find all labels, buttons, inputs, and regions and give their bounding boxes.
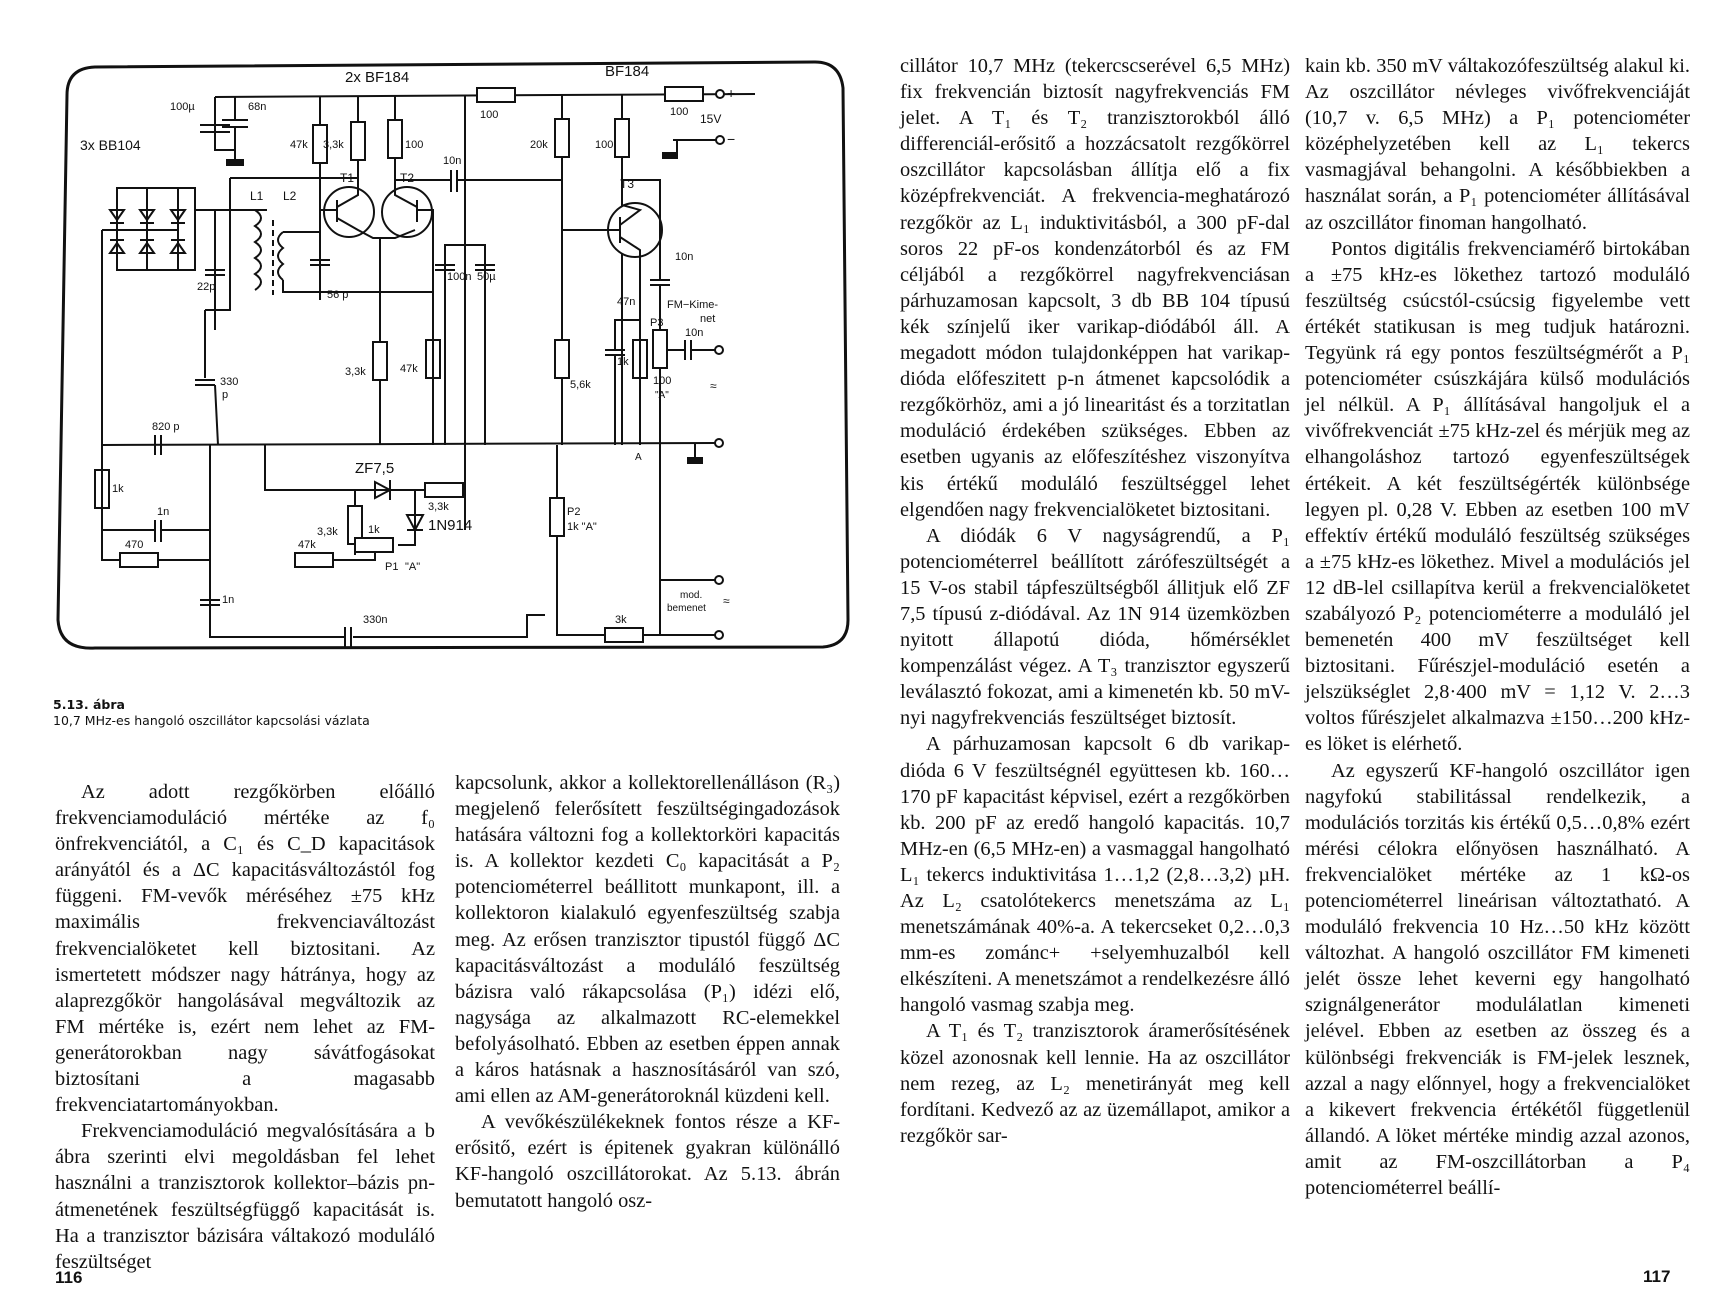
label-bf184: BF184: [605, 63, 650, 80]
inductor-l1: [255, 210, 261, 290]
label-10n-coupling: 10n: [443, 155, 462, 167]
paragraph: kain kb. 350 mV váltakozófeszültség alakul ki. Az oszcillátor névleges vivőfrekvenciáját (10,7 v. 6,5 MHz) a P₁ potenciométer középhelyzetében kell az L₁ tekercs vasmagjával behangolni. A későbbiekben a használat során, a P₁ potenciométer állításával az oszcillátor finoman hangolható.: [1305, 55, 1690, 234]
paragraph: kapcsolunk, akkor a kollektorellenálláson (R₃) megjelenő felerősített feszültségingadozások hatására változni fog a kollektorköri kapacitás is. A kollektor kezdeti C₀ kapacitását a P₂ potenciométerrel beállitott munkapont, ill. a kollektoron kialakuló egyenfeszültség szabja meg. Az erősen tranzisztor tipustól függő ΔC kapacitásváltozást a moduláló feszültség bázisra való rákapcsolása (P₁) idézi elő, nagysága az alkalmazott RC-elemekkel befolyásolható. Ebben az esetben éppen annak a káros hatásnak a hasznosításáról van szó, ami ellen az AM-generátoroknál küzdeni kell.: [455, 772, 840, 1108]
figure-caption: [53, 697, 370, 729]
label-t1: T1: [340, 171, 355, 185]
resistor-470: [120, 553, 158, 567]
caption-text: 10,7 MHz-es hangoló oszcillátor kapcsolási vázlata: [53, 713, 370, 728]
label-1n-v: 1n: [222, 594, 235, 606]
label-1n914: 1N914: [428, 517, 473, 534]
label-p1-value: 1k: [368, 524, 380, 536]
label-fm-out-1: FM−Kime-: [667, 299, 719, 311]
label-100u: 100µ: [170, 101, 195, 113]
paragraph: A T₁ és T₂ tranzisztorok áramerősítésének közel azonosnak kell lennie. Ha az oszcillátor nem rezeg, az L₂ menetirányát meg kell fordítani. Kedvező az az üzemállapot, amikor a rezgőkör sar-: [900, 1020, 1290, 1147]
label-p2: P2: [567, 506, 581, 518]
label-470: 470: [125, 539, 144, 551]
transistor-t2: [382, 187, 432, 237]
label-fm-out-2: net: [700, 313, 716, 325]
label-56p: 56 p: [327, 289, 349, 301]
page-number-left: 116: [55, 1268, 83, 1287]
paragraph: cillátor 10,7 MHz (tekercscserével 6,5 MHz) fix frekvencián biztosít nagyfrekvenciás FM jelet. A T₁ és T₂ tranzisztorokból álló differenciál-erősitő a hozzácsatolt rezgőkörrel oszcillátor kapcsolásban állítja elő a fix középfrekvenciát. A frekvencia-meghatározó rezgőkör az L₁ induktivitásból, a 300 pF-dal soros 22 pF-os kondenzátorból és az FM céljából a rezgőkörrel nagyfrekvenciásan párhuzamosan kapcsolt, 3 db BB 104 típusú kék színjelű iker varikap-diódából áll. A megadott módon tulajdonképpen hat varikap-dióda előfeszitett p-n átmenet kapcsolódik a rezgőkörhöz, ami a jó linearitást és a torzitatlan moduláció érdekében szükséges. Ebben az esetben ugyanis az előfeszítéshez viszonyítva kis értékű moduláló feszültséggel lehet elgendően nagy frekvencialöketet biztositani.: [900, 55, 1290, 521]
page-number-right: 117: [1643, 1267, 1671, 1286]
potentiometer-p3: [653, 330, 667, 368]
resistor-5k6: [555, 340, 569, 378]
label-22p: 22p: [197, 281, 216, 293]
text-column-4: [1305, 53, 1690, 1201]
circuit-schematic: [55, 60, 850, 685]
potentiometer-p2: [550, 498, 564, 536]
resistor-3k3-zener: [425, 483, 463, 497]
label-1n-h: 1n: [157, 506, 170, 518]
label-100n: 100n: [447, 271, 472, 283]
label-mod-in-1: mod.: [680, 590, 703, 601]
label-p3: P3: [650, 317, 664, 329]
label-plus: +: [727, 85, 736, 101]
resistor-3k3-top: [351, 122, 365, 160]
label-p3-taper: "A": [655, 390, 669, 401]
resistor-100-series: [477, 88, 515, 102]
ground-rail: [102, 443, 715, 445]
resistor-20k: [555, 119, 569, 157]
label-20k: 20k: [530, 139, 548, 151]
text-column-2: [455, 770, 840, 1214]
label-1k-emitter: 1k: [617, 356, 629, 368]
label-3k3-zener: 3,3k: [428, 501, 449, 513]
label-2xbf184: 2x BF184: [345, 69, 410, 86]
resistor-3k: [605, 628, 643, 642]
label-50u: 50µ: [477, 271, 496, 283]
label-10n-p3: 10n: [685, 327, 704, 339]
label-p3-value: 100: [653, 375, 672, 387]
resistor-100-supply: [665, 87, 703, 101]
paragraph: A vevőkészülékeknek fontos része a KF-erősitő, ezért is épitenek gyakran különálló KF-hangoló oszcillátorokat. Az 5.13. ábrán bemutatott hangoló osz-: [455, 1111, 840, 1212]
paragraph: A diódák 6 V nagyságrendű, a P₁ potenciométerrel beállított zárófeszültségét a 15 V-os stabil tápfeszültségből állitjuk elő ZF 7,5 típusú z-diódával. Az 1N 914 üzemközben nyitott állapotú dióda, hőmérséklet kompenzálást végez. A T₃ tranzisztor egyszerű leválasztó fokozat, ami a kimenetén kb. 50 mV-nyi nagyfrekvenciás feszültséget biztosít.: [900, 524, 1290, 730]
terminal-minus: [716, 136, 724, 144]
label-100-supply: 100: [670, 106, 689, 118]
label-node-a: A: [635, 452, 642, 463]
paragraph: A párhuzamosan kapcsolt 6 db varikap-dióda 6 V feszültségnél együttesen kb. 160…170 pF kapacitást képvisel, ezért a rezgőkörben kb. 200 pF az eredő hangoló kapacitás. 10,7 MHz-en (6,5 MHz-en) a vasmaggal hangolható L₁ tekercs induktivitása 1…1,2 (2,8…3,2) µH. Az L₂ csatolótekercs menetszáma az L₁ menetszámának 40%-a. A tekercseket 0,2…0,3 mm-es zománc+ +selyemhuzalból kell elkészíteni. A menetszámot a rendelkezésre álló hangoló vasmag szabja meg.: [900, 733, 1290, 1017]
label-zener: ZF7,5: [355, 460, 395, 477]
label-p2-value: 1k "A": [567, 521, 597, 533]
label-3k: 3k: [615, 614, 627, 626]
label-t3: T3: [620, 177, 635, 191]
label-3k3-tail: 3,3k: [345, 366, 366, 378]
label-3xbb104: 3x BB104: [80, 137, 141, 153]
label-l1: L1: [250, 189, 264, 203]
label-tilde-1: ≈: [710, 379, 717, 393]
label-1k-left: 1k: [112, 483, 124, 495]
resistor-3k3-tail: [373, 342, 387, 380]
label-100-series: 100: [480, 109, 499, 121]
text-column-3: [900, 53, 1290, 1149]
label-p1-taper: "A": [405, 561, 421, 573]
label-3k3-top: 3,3k: [323, 139, 344, 151]
label-tilde-2: ≈: [723, 594, 730, 608]
label-100-mid: 100: [405, 139, 424, 151]
label-t2: T2: [400, 171, 415, 185]
paragraph: Az egyszerű KF-hangoló oszcillátor igen nagyfokú stabilitással rendelkezik, a modulációs torzitás kis értékű 0,5…0,8% ezért mérési célokra előnyösen használható. A frekvencialöket mértéke az 1 kΩ-os potenciométerrel lineárisan változtatható. A moduláló frekvencia 10 Hz…50 kHz között változhat. A hangoló oszcillátor FM kimeneti jelét össze lehet keverni egy hangolható szignálgenerátor modulálatlan kimeneti jelével. Ebben az esetben az összeg és a különbségi frekvenciák is FM-jelek lesznek, azzal a nagy előnnyel, hogy a frekvencialöket a kikevert frekvencia értékétől függetlenül állandó. A löket mértéke mindig azzal azonos, amit az FM-oszcillátorban a P₄ potenciométerrel beállí-: [1305, 759, 1690, 1200]
label-minus: −: [727, 131, 736, 147]
label-330p-1: 330: [220, 376, 239, 388]
caption-number: 5.13. ábra: [53, 697, 125, 712]
label-3k3-p1: 3,3k: [317, 526, 338, 538]
label-47k-bottom: 47k: [298, 539, 316, 551]
label-p1: P1: [385, 561, 399, 573]
label-68n: 68n: [248, 101, 267, 113]
resistor-47k-bottom: [295, 553, 333, 567]
terminal-plus: [716, 90, 724, 98]
label-47k-mid: 47k: [400, 363, 418, 375]
paragraph: Az adott rezgőkörben előálló frekvenciamoduláció mértéke az f₀ önfrekvenciától, a C₁ és C_D kapacitások arányától és a ΔC kapacitásváltozástól fog függeni. FM-vevők méréséhez ±75 kHz maximális frekvenciaváltozást frekvencialöketet kell biztositani. Az ismertetett módszer nagy hátránya, hogy az alaprezgőkör hangolásával megváltozik az FM mértéke is, ezért nem lehet az FM-generátorokban nagy sávátfogásokat biztosítani a magasabb frekvenciatartományokban.: [55, 781, 435, 1117]
label-47n: 47n: [617, 296, 636, 308]
paragraph: Frekvenciamoduláció megvalósítására a b ábra szerinti elvi megoldásban fel lehet használni a tranzisztorok kollektor–bázis pn-átmenetének feszültségfüggő kapacitását is. Ha a tranzisztor bázisára váltakozó moduláló feszültséget: [55, 1120, 435, 1273]
label-l2: L2: [283, 189, 297, 203]
resistor-100-mid: [388, 120, 402, 158]
resistor-100-t3: [615, 119, 629, 157]
potentiometer-p1: [355, 538, 393, 552]
inductor-l2: [278, 232, 283, 280]
label-330n: 330n: [363, 614, 388, 626]
label-15v: 15V: [700, 112, 722, 126]
transistor-t1: [324, 187, 374, 237]
label-820p: 820 p: [152, 421, 180, 433]
text-column-1: [55, 779, 435, 1275]
paragraph: Pontos digitális frekvenciamérő birtokában a ±75 kHz-es lökethez tartozó moduláló feszültség csúcstól-csúcsig figyelembe vett értékét statikusan is meg tudjuk határozni. Tegyünk rá egy pontos feszültségmérőt a P₁ potenciométer csúszkájára külső modulációs jel nélkül. A P₁ állításával hangoljuk el a vivőfrekvenciát ±75 kHz-zel és mérjük meg az elhangoláshoz tartozó egyenfeszültségek értékeit. A két feszültségérték különbsége legyen pl. 0,28 V. Ebben az esetben 100 mV effektív értékű moduláló feszültség szükséges a ±75 kHz-es lökethez. Mivel a modulációs jel 12 dB-lel csillapítva kerül a frekvencialöketet szabályozó P₂ potenciométerre a moduláló jel bemenetén 400 mV feszültséget kell biztositani. Fűrészjel-moduláció esetén a jelszükséglet 2,8·400 mV = 1,12 V. 2…3 voltos fűrészjelet alkalmazva ±150…200 kHz-es löket is elérhető.: [1305, 237, 1690, 756]
label-47k-top: 47k: [290, 139, 308, 151]
label-10n-out: 10n: [675, 251, 694, 263]
label-5k6: 5,6k: [570, 379, 591, 391]
label-100-t3: 100: [595, 139, 614, 151]
label-330p-2: p: [222, 389, 229, 401]
label-mod-in-2: bemenet: [667, 603, 706, 614]
